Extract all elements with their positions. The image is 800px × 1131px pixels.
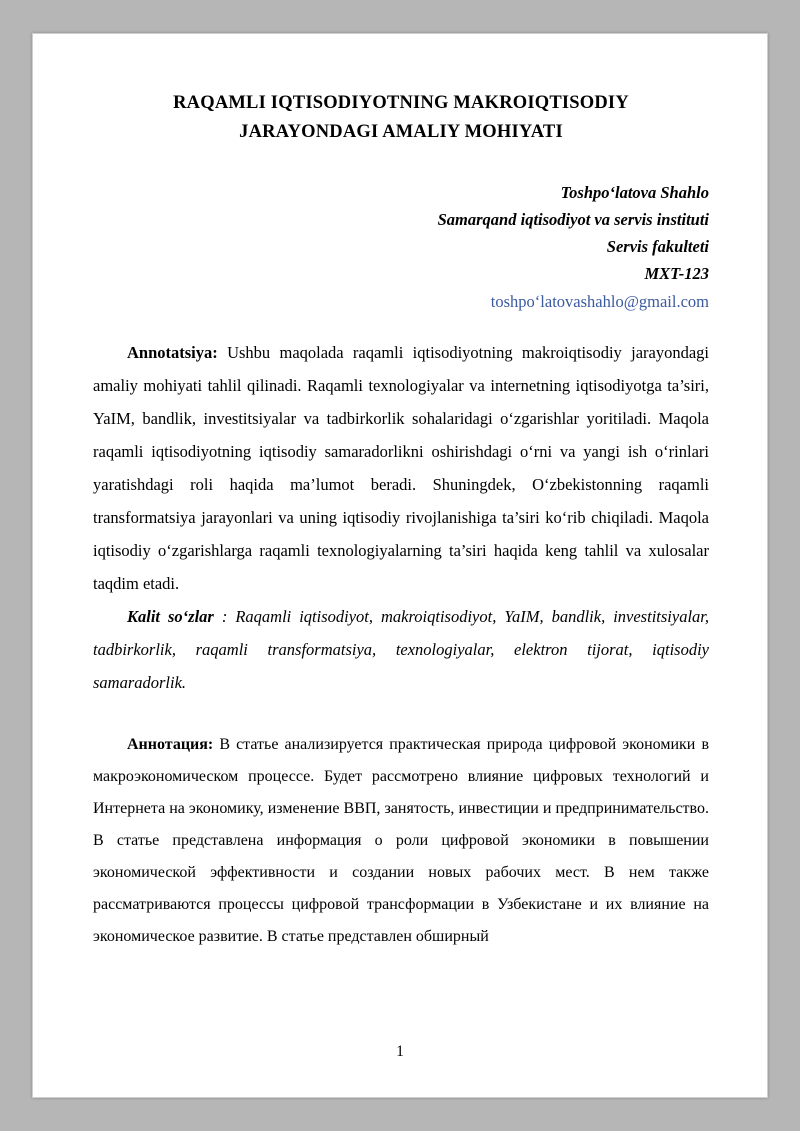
author-group: MXT-123 (644, 263, 709, 283)
abstract-uz-label: Annotatsiya: (127, 342, 218, 362)
author-name: Toshpo‘latova Shahlo (560, 183, 709, 203)
abstract-uz-text: Ushbu maqolada raqamli iqtisodiyotning makroiqtisodiy jarayondagi amaliy mohiyati tahlil qilinadi. Raqamli texnologiyalar va internetning iqtisodiyotga ta’siri, YaIM, bandlik, investitsiyalar va tadbirkorlik sohalaridagi o‘zgarishlar yoritiladi. Maqola raqamli iqtisodiyotning iqtisodiy samaradorlikni oshirishdagi o‘rni va yangi ish o‘rinlari yaratishdagi roli haqida ma’lumot beradi. Shuningdek, O‘zbekistonning raqamli transformatsiya jarayonlari va uning iqtisodiy rivojlanishiga ta’siri ko‘rib chiqiladi. Maqola iqtisodiy o‘zgarishlarga raqamli texnologiyalarning ta’siri haqida keng tahlil va xulosalar taqdim etadi. (93, 342, 709, 593)
abstract-ru-text: В статье анализируется практическая природа цифровой экономики в макроэкономическом процессе. Будет рассмотрено влияние цифровых технологий и Интернета на экономику, изменение ВВП, занятость, инвестиции и предпринимательство. В статье представлена информация о роли цифровой экономики в повышении экономической эффективности и создании новых рабочих мест. В нем также рассматриваются процессы цифровой трансформации в Узбекистане и их влияние на экономическое развитие. В статье представлен обширный (93, 735, 709, 945)
keywords-uz-text: : Raqamli iqtisodiyot, makroiqtisodiyot, YaIM, bandlik, investitsiyalar, tadbirkorlik, raqamli transformatsiya, texnologiyalar, elektron tijorat, iqtisodiy samaradorlik. (93, 606, 709, 692)
keywords-uz-label: Kalit so‘zlar (127, 606, 214, 626)
author-faculty: Servis fakulteti (606, 236, 709, 256)
abstract-uz-paragraph (93, 336, 709, 600)
page-content (93, 89, 709, 953)
keywords-uz-paragraph (93, 600, 709, 699)
author-email-link[interactable]: toshpo‘latovashahlo@gmail.com (490, 292, 709, 312)
author-block (93, 180, 709, 316)
abstract-ru-paragraph (93, 729, 709, 953)
document-page (32, 33, 768, 1098)
author-institute: Samarqand iqtisodiyot va servis instituti (437, 210, 709, 230)
page-title: RAQAMLI IQTISODIYOTNING MAKROIQTISODIY JARAYONDAGI AMALIY MOHIYATI (173, 93, 629, 142)
abstract-ru-label: Аннотация: (127, 735, 214, 753)
page-number: 1 (396, 1043, 404, 1060)
